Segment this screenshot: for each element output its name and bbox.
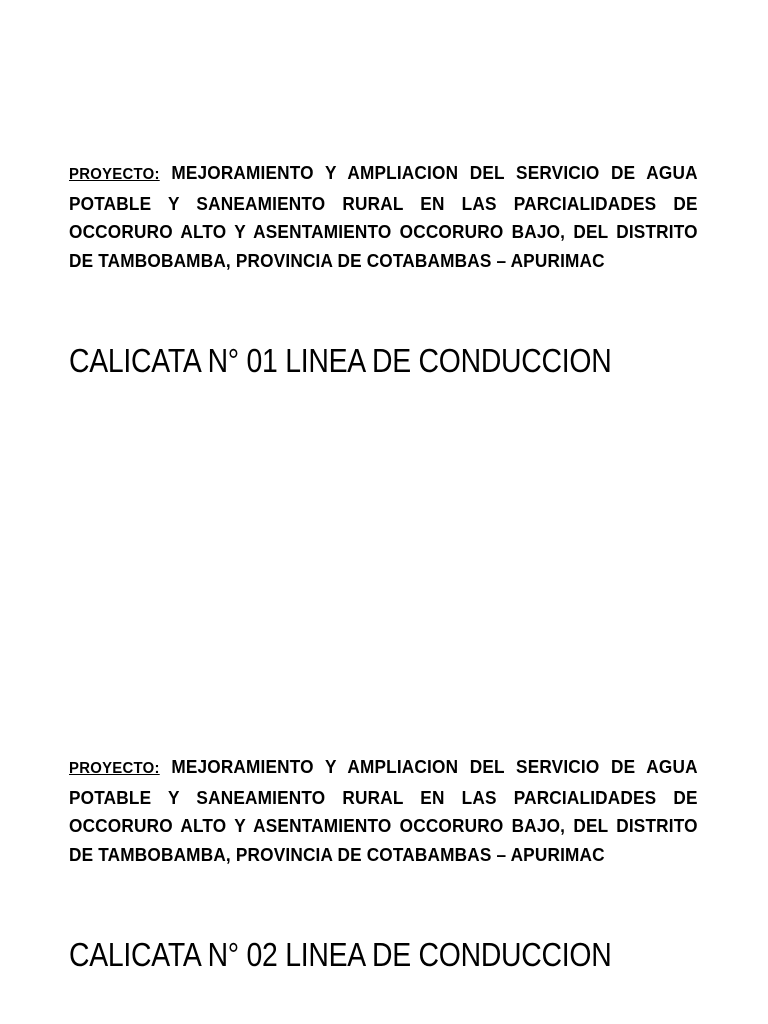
project-label: PROYECTO: xyxy=(69,166,160,183)
project-text: MEJORAMIENTO Y AMPLIACION DEL SERVICIO DE AGUA POTABLE Y SANEAMIENTO RURAL EN LAS PARCIALIDADES DE OCCORURO ALTO Y ASENTAMIENTO OCCORURO BAJO, DEL DISTRITO DE TAMBOBAMBA, PROVINCIA DE COTABAMBAS – APURIMAC xyxy=(69,756,698,865)
project-label: PROYECTO: xyxy=(69,760,160,777)
calicata-heading-1: CALICATA N° 01 LINEA DE CONDUCCION xyxy=(69,342,612,379)
project-block-2 xyxy=(69,753,698,869)
project-text: MEJORAMIENTO Y AMPLIACION DEL SERVICIO DE AGUA POTABLE Y SANEAMIENTO RURAL EN LAS PARCIALIDADES DE OCCORURO ALTO Y ASENTAMIENTO OCCORURO BAJO, DEL DISTRITO DE TAMBOBAMBA, PROVINCIA DE COTABAMBAS – APURIMAC xyxy=(69,162,698,271)
calicata-heading-2: CALICATA N° 02 LINEA DE CONDUCCION xyxy=(69,936,612,973)
project-description xyxy=(69,159,698,275)
project-block-1 xyxy=(69,159,698,275)
project-description xyxy=(69,753,698,869)
